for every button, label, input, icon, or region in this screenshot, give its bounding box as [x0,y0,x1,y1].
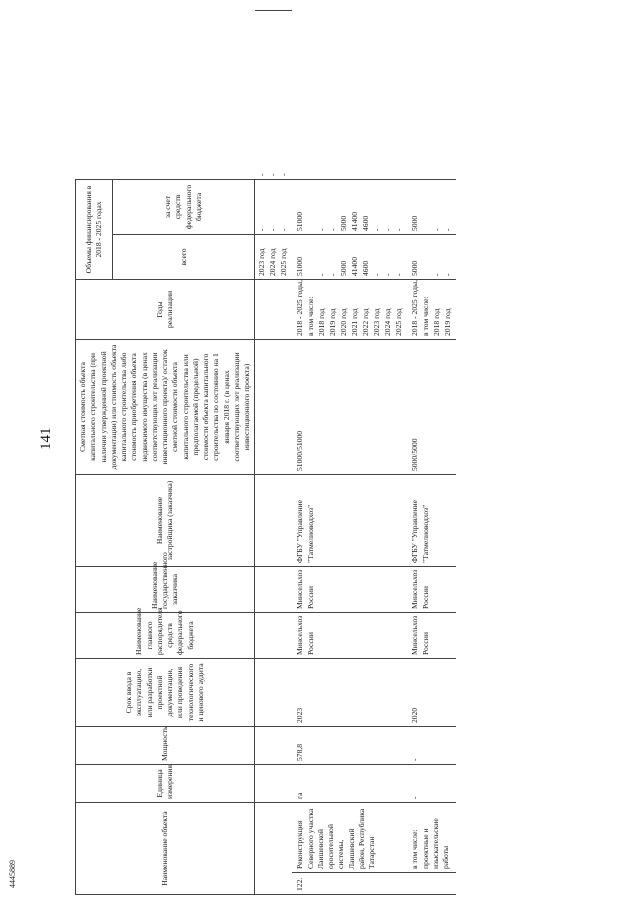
year-label: 2019 год [328,308,338,336]
empty-cell [255,802,293,894]
estimated-cost-cell: 5000/5000 [407,339,456,474]
capacity-cell: - [407,726,456,764]
federal-value: 51000 [295,212,305,231]
page-number: 141 [38,427,54,450]
header-estimated-cost: Сметная стоимость объекта капитального строительства (при наличии утвержденной проектной документации) или стоимость объекта капитального строительства либо стоимость приобретения объекта недвижимого имущества (в ценах соответствующих лет реализации инвестиционного проекта)/ остаток сметной стоимости объекта капитального строительства или предполагаемой (предельной) стоимости объекта капитального строительства по состоянию на 1 января 2018 г. (в ценах соответствующих лет реализации инвестиционного проекта) [76,339,255,474]
empty-cell [255,612,293,658]
year-label: 2018 год [432,308,442,336]
header-financing-federal: за счет средств федерального бюджета [113,179,255,234]
year-label: в том числе: [421,296,431,336]
empty-cell [255,658,293,726]
empty-cell [255,726,293,764]
total-value: - [257,228,267,231]
header-unit: Единица измерения [76,764,255,802]
total-value: 5000 [410,260,420,276]
year-label: 2025 год [394,308,404,336]
header-financing-group: Объемы финансирования в 2018 - 2025 годах [76,179,113,279]
row-number [407,873,456,895]
header-developer: Наименование застройщика (заказчика) [76,474,255,566]
year-label: 2021 год [350,308,360,336]
federal-value: 41400 [350,212,360,231]
table-row [407,11,456,895]
federal-value: - [394,228,404,231]
empty-cell [255,764,293,802]
header-main-manager: Наименование главного распорядителя средств федерального бюджета [76,612,255,658]
table-header [76,11,255,895]
year-label: 2022 год [361,308,371,336]
year-label: 2023 год [257,248,267,276]
year-label: 2024 год [268,248,278,276]
year-label: 2018 - 2025 годы, [410,280,420,336]
total-value: 5000 [339,260,349,276]
total-value: - [372,273,382,276]
capacity-cell: 578,8 [292,726,407,764]
year-label: 2024 год [383,308,393,336]
federal-value: - [317,228,327,231]
table-body [255,11,457,895]
row-number: 122. [292,873,407,895]
rotated-table-container [75,10,630,895]
year-label: в том числе: [306,296,316,336]
years-cell [292,279,407,339]
total-value: 4600 [361,260,371,276]
total-value: - [317,273,327,276]
years-cell [407,279,456,339]
year-label: 2019 год [443,308,453,336]
federal-value: 4600 [361,215,371,231]
year-label: 2025 год [279,248,289,276]
header-years: Годы реализации [76,279,255,339]
table-row [292,11,407,895]
financing-total-cell [255,179,293,234]
total-value [421,238,432,276]
federal-value: 5000 [339,215,349,231]
empty-cell [255,474,293,566]
investment-projects-table [75,10,456,895]
deadline-cell: 2023 [292,658,407,726]
empty-cell [255,339,293,474]
federal-value [421,183,432,231]
object-name: Реконструкция Северного участка Лаишевской оросительной системы, Лаишевский район, Республика Татарстан [292,802,407,872]
unit-cell: га [292,764,407,802]
deadline-cell: 2020 [407,658,456,726]
financing-federal-cell [407,179,456,234]
year-label: 2023 год [372,308,382,336]
document-id: 4445889 [8,860,17,888]
total-value: - [279,228,289,231]
financing-federal-cell [255,11,293,180]
year-label: 2018 - 2025 годы, [295,280,305,336]
state-customer-cell: Минсельхоз России [407,566,456,612]
total-value: 51000 [295,257,305,276]
empty-cell [255,566,293,612]
years-cell [255,234,293,279]
object-name: в том числе: проектные и изыскательские работы [407,802,456,872]
header-deadline: Срок ввода в эксплуатацию, или разработки проектной документации, или проведения технологического и ценового аудита [76,658,255,726]
main-manager-cell: Минсельхоз России [292,612,407,658]
header-financing-total: всего [113,234,255,279]
header-object-name: Наименование объекта [76,802,255,894]
year-label: 2020 год [339,308,349,336]
header-capacity: Мощность [76,726,255,764]
empty-cell [255,279,293,339]
table-row [255,11,293,895]
total-value: - [328,273,338,276]
federal-value: - [372,228,382,231]
federal-value: - [328,228,338,231]
financing-total-cell [292,234,407,279]
federal-value: - [256,173,266,176]
federal-value: - [267,173,277,176]
total-value: - [383,273,393,276]
total-value: 41400 [350,257,360,276]
state-customer-cell: Минсельхоз России [292,566,407,612]
federal-value: - [383,228,393,231]
federal-value: - [443,228,453,231]
developer-cell: ФГБУ "Управление "Татмелиоводхоз" [407,474,456,566]
total-value: - [443,273,453,276]
federal-value [306,183,317,231]
federal-value: - [278,173,288,176]
federal-value: 5000 [410,215,420,231]
main-manager-cell: Минсельхоз России [407,612,456,658]
unit-cell: - [407,764,456,802]
estimated-cost-cell: 51000/51000 [292,339,407,474]
total-value: - [268,228,278,231]
federal-value: - [432,228,442,231]
total-value [306,238,317,276]
year-label: 2018 год [317,308,327,336]
financing-total-cell [407,234,456,279]
developer-cell: ФГБУ "Управление "Татмелиоводхоз" [292,474,407,566]
header-state-customer: Наименование государственного заказчика [76,566,255,612]
total-value: - [432,273,442,276]
financing-federal-cell [292,179,407,234]
total-value: - [394,273,404,276]
